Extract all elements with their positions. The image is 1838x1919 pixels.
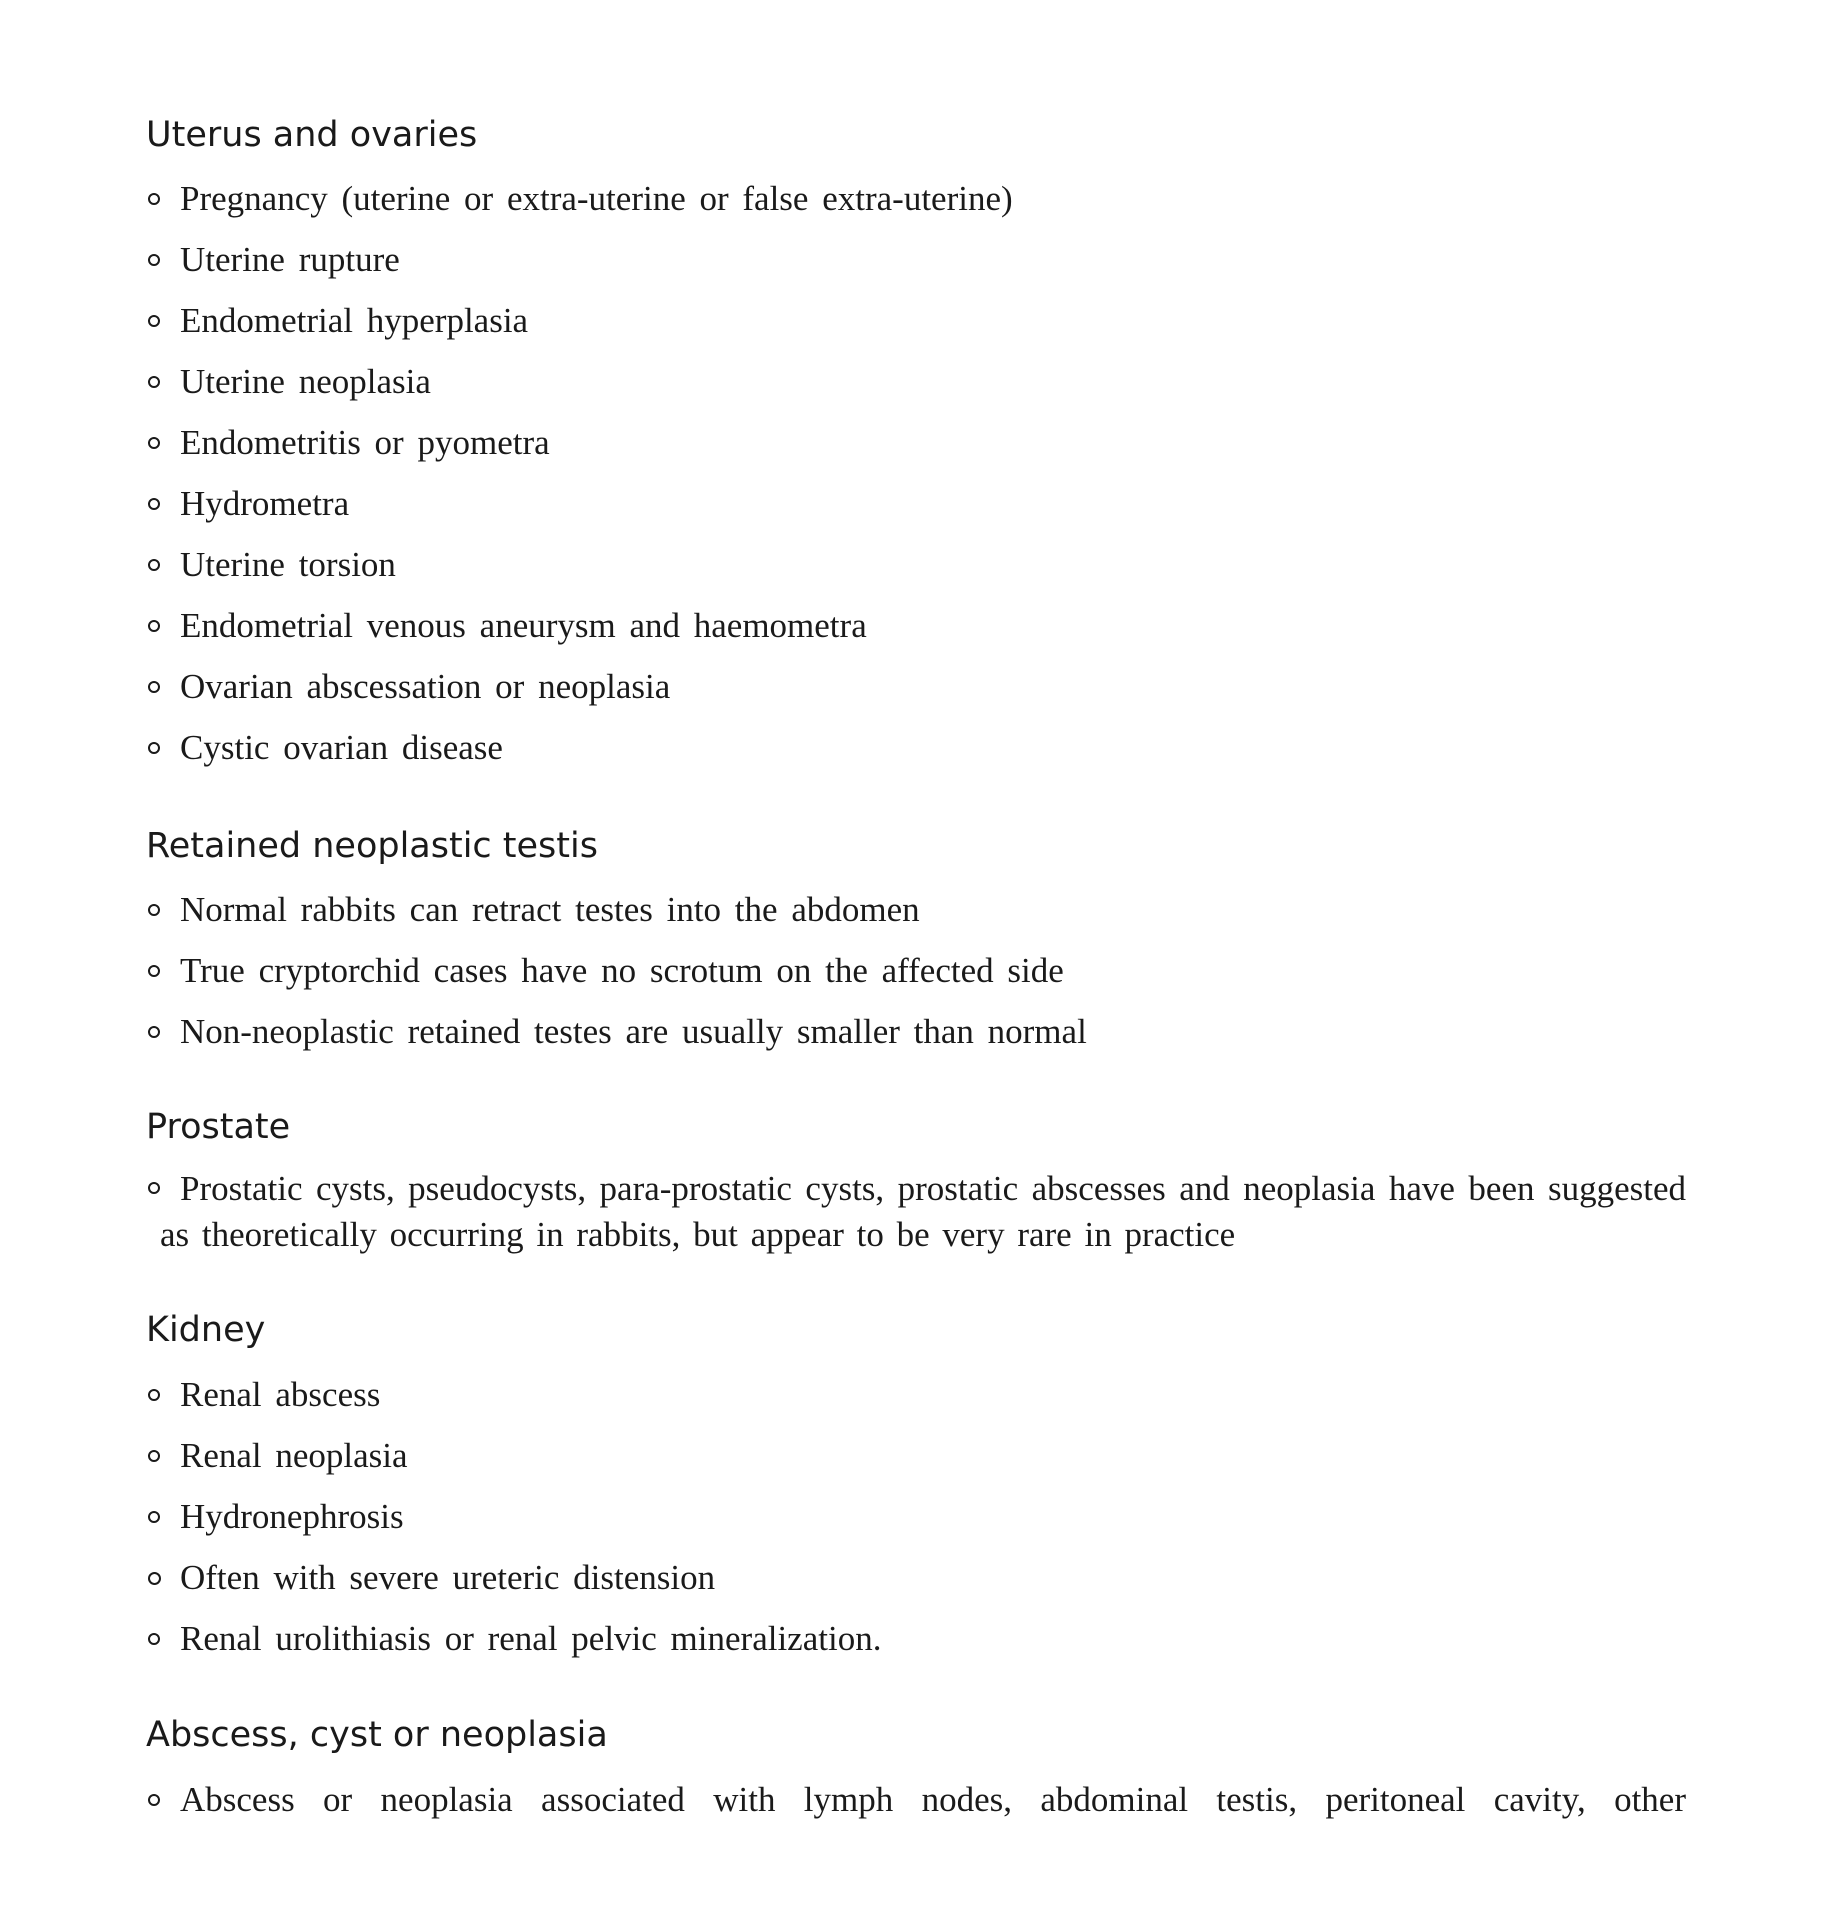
- section-heading: Kidney: [146, 1310, 266, 1350]
- list-item: Abscess or neoplasia associated with lymph nodes, abdominal testis, peritoneal cavity, other: [146, 1769, 1686, 1830]
- bullet-icon: [148, 1794, 160, 1806]
- bullet-icon: [148, 620, 160, 632]
- bullet-icon: [148, 1389, 160, 1401]
- bullet-icon: [148, 1026, 160, 1038]
- list-item: Endometrial venous aneurysm and haemometra: [146, 595, 1692, 656]
- section-heading: Uterus and ovaries: [146, 115, 478, 155]
- list-item: Renal abscess: [146, 1364, 1692, 1425]
- list-item: Hydronephrosis: [146, 1486, 1692, 1547]
- list-item: Endometrial hyperplasia: [146, 290, 1692, 351]
- list-item: Often with severe ureteric distension: [146, 1547, 1692, 1608]
- bullet-icon: [148, 376, 160, 388]
- bullet-icon: [148, 1182, 160, 1194]
- list-item: Normal rabbits can retract testes into the abdomen: [146, 879, 1692, 940]
- bullet-icon: [148, 559, 160, 571]
- list-item: Ovarian abscessation or neoplasia: [146, 656, 1692, 717]
- bullet-icon: [148, 1450, 160, 1462]
- list-item: True cryptorchid cases have no scrotum on the affected side: [146, 940, 1692, 1001]
- bullet-list: [146, 1364, 1692, 1669]
- bullet-icon: [148, 681, 160, 693]
- list-item: Prostatic cysts, pseudocysts, para-prostatic cysts, prostatic abscesses and neoplasia have been suggested as theoretically occurring in rabbits, but appear to be very rare in practice: [146, 1166, 1686, 1258]
- list-item: Uterine neoplasia: [146, 351, 1692, 412]
- list-item: Pregnancy (uterine or extra-uterine or false extra-uterine): [146, 168, 1692, 229]
- list-item: Hydrometra: [146, 473, 1692, 534]
- bullet-icon: [148, 498, 160, 510]
- bullet-icon: [148, 193, 160, 205]
- list-item: Renal neoplasia: [146, 1425, 1692, 1486]
- list-item: Non-neoplastic retained testes are usually smaller than normal: [146, 1001, 1692, 1062]
- bullet-list: [146, 1769, 1686, 1830]
- bullet-icon: [148, 742, 160, 754]
- list-item: Renal urolithiasis or renal pelvic mineralization.: [146, 1608, 1692, 1669]
- section-heading: Prostate: [146, 1107, 291, 1147]
- bullet-icon: [148, 1511, 160, 1523]
- bullet-icon: [148, 315, 160, 327]
- bullet-icon: [148, 254, 160, 266]
- section-heading: Abscess, cyst or neoplasia: [146, 1715, 608, 1755]
- bullet-list: [146, 1166, 1686, 1258]
- bullet-icon: [148, 1633, 160, 1645]
- section-heading: Retained neoplastic testis: [146, 826, 598, 866]
- bullet-icon: [148, 904, 160, 916]
- bullet-list: [146, 168, 1692, 778]
- bullet-icon: [148, 965, 160, 977]
- list-item: Cystic ovarian disease: [146, 717, 1692, 778]
- list-item: Uterine rupture: [146, 229, 1692, 290]
- list-item: Uterine torsion: [146, 534, 1692, 595]
- hollow-bullet-icon: [148, 1572, 161, 1585]
- bullet-list: [146, 879, 1692, 1062]
- list-item: Endometritis or pyometra: [146, 412, 1692, 473]
- bullet-icon: [148, 437, 160, 449]
